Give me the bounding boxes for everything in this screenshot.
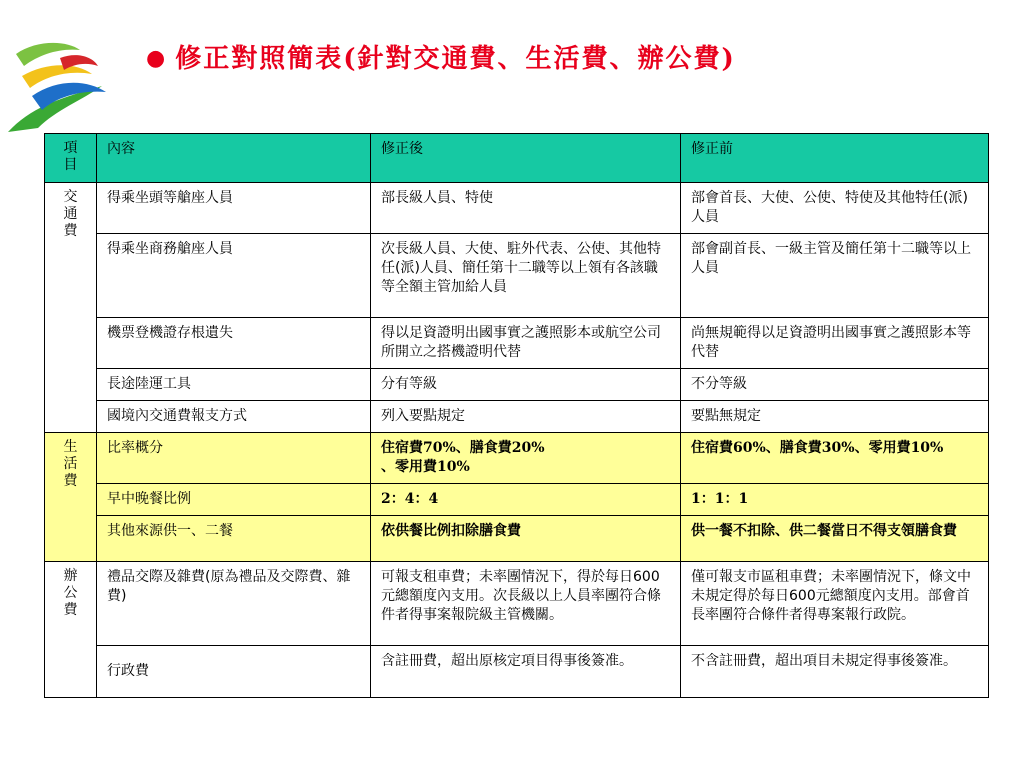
title-bullet: ● [146, 45, 168, 71]
cell-before: 不含註冊費，超出項目未規定得事後簽准。 [681, 646, 989, 698]
table-row-transport [45, 234, 989, 318]
title-text: 修正對照簡表(針對交通費、生活費、辦公費) [175, 44, 736, 74]
cell-after: 部長級人員、特使 [371, 183, 681, 234]
cell-after: 得以足資證明出國事實之護照影本或航空公司所開立之搭機證明代替 [371, 318, 681, 369]
table-header-row [45, 134, 989, 183]
cell-content: 行政費 [97, 646, 371, 698]
category-transport: 交 通 費 [45, 183, 97, 433]
cell-content: 早中晚餐比例 [97, 484, 371, 516]
cell-before: 僅可報支市區租車費；未率團情況下，條文中未規定得於每日600元總額度內支用。部會首長率團符合條件者得專案報行政院。 [681, 562, 989, 646]
cell-before: 要點無規定 [681, 401, 989, 433]
header-content: 內容 [97, 134, 371, 183]
logo [2, 36, 114, 136]
cell-content: 禮品交際及雜費(原為禮品及交際費、雜費) [97, 562, 371, 646]
cell-before: 尚無規範得以足資證明出國事實之護照影本等代替 [681, 318, 989, 369]
table-row-living [45, 516, 989, 562]
cell-after: 依供餐比例扣除膳食費 [371, 516, 681, 562]
cell-before: 住宿費60%、膳食費30%、零用費10% [681, 433, 989, 484]
comparison-table-body [45, 134, 989, 698]
cell-before: 部會副首長、一級主管及簡任第十二職等以上人員 [681, 234, 989, 318]
category-living: 生 活 費 [45, 433, 97, 562]
table-row-office [45, 562, 989, 646]
cell-content: 機票登機證存根遺失 [97, 318, 371, 369]
table-row-living [45, 433, 989, 484]
table-row-office [45, 646, 989, 698]
cell-after: 2：4：4 [371, 484, 681, 516]
header-after: 修正後 [371, 134, 681, 183]
cell-content: 得乘坐商務艙座人員 [97, 234, 371, 318]
header-before: 修正前 [681, 134, 989, 183]
cell-before: 供一餐不扣除、供二餐當日不得支領膳食費 [681, 516, 989, 562]
category-office: 辦 公 費 [45, 562, 97, 698]
table-row-transport [45, 183, 989, 234]
cell-content: 比率概分 [97, 433, 371, 484]
cell-after: 分有等級 [371, 369, 681, 401]
table-row-transport [45, 369, 989, 401]
cell-content: 國境內交通費報支方式 [97, 401, 371, 433]
cell-after: 列入要點規定 [371, 401, 681, 433]
cell-before: 不分等級 [681, 369, 989, 401]
cell-after: 含註冊費，超出原核定項目得事後簽准。 [371, 646, 681, 698]
cell-before: 1：1：1 [681, 484, 989, 516]
slide-title [146, 38, 736, 75]
cell-content: 得乘坐頭等艙座人員 [97, 183, 371, 234]
cell-content: 其他來源供一、二餐 [97, 516, 371, 562]
cell-after: 可報支租車費；未率團情況下，得於每日600元總額度內支用。次長級以上人員率團符合條件者得事案報院級主管機關。 [371, 562, 681, 646]
table-row-living [45, 484, 989, 516]
table-row-transport [45, 401, 989, 433]
cell-before: 部會首長、大使、公使、特使及其他特任(派)人員 [681, 183, 989, 234]
comparison-table [44, 133, 989, 698]
cell-after: 次長級人員、大使、駐外代表、公使、其他特任(派)人員、簡任第十二職等以上領有各該職等全額主管加給人員 [371, 234, 681, 318]
cell-content: 長途陸運工具 [97, 369, 371, 401]
table-row-transport [45, 318, 989, 369]
cell-after: 住宿費70%、膳食費20% 、零用費10% [371, 433, 681, 484]
header-item: 項 目 [45, 134, 97, 183]
